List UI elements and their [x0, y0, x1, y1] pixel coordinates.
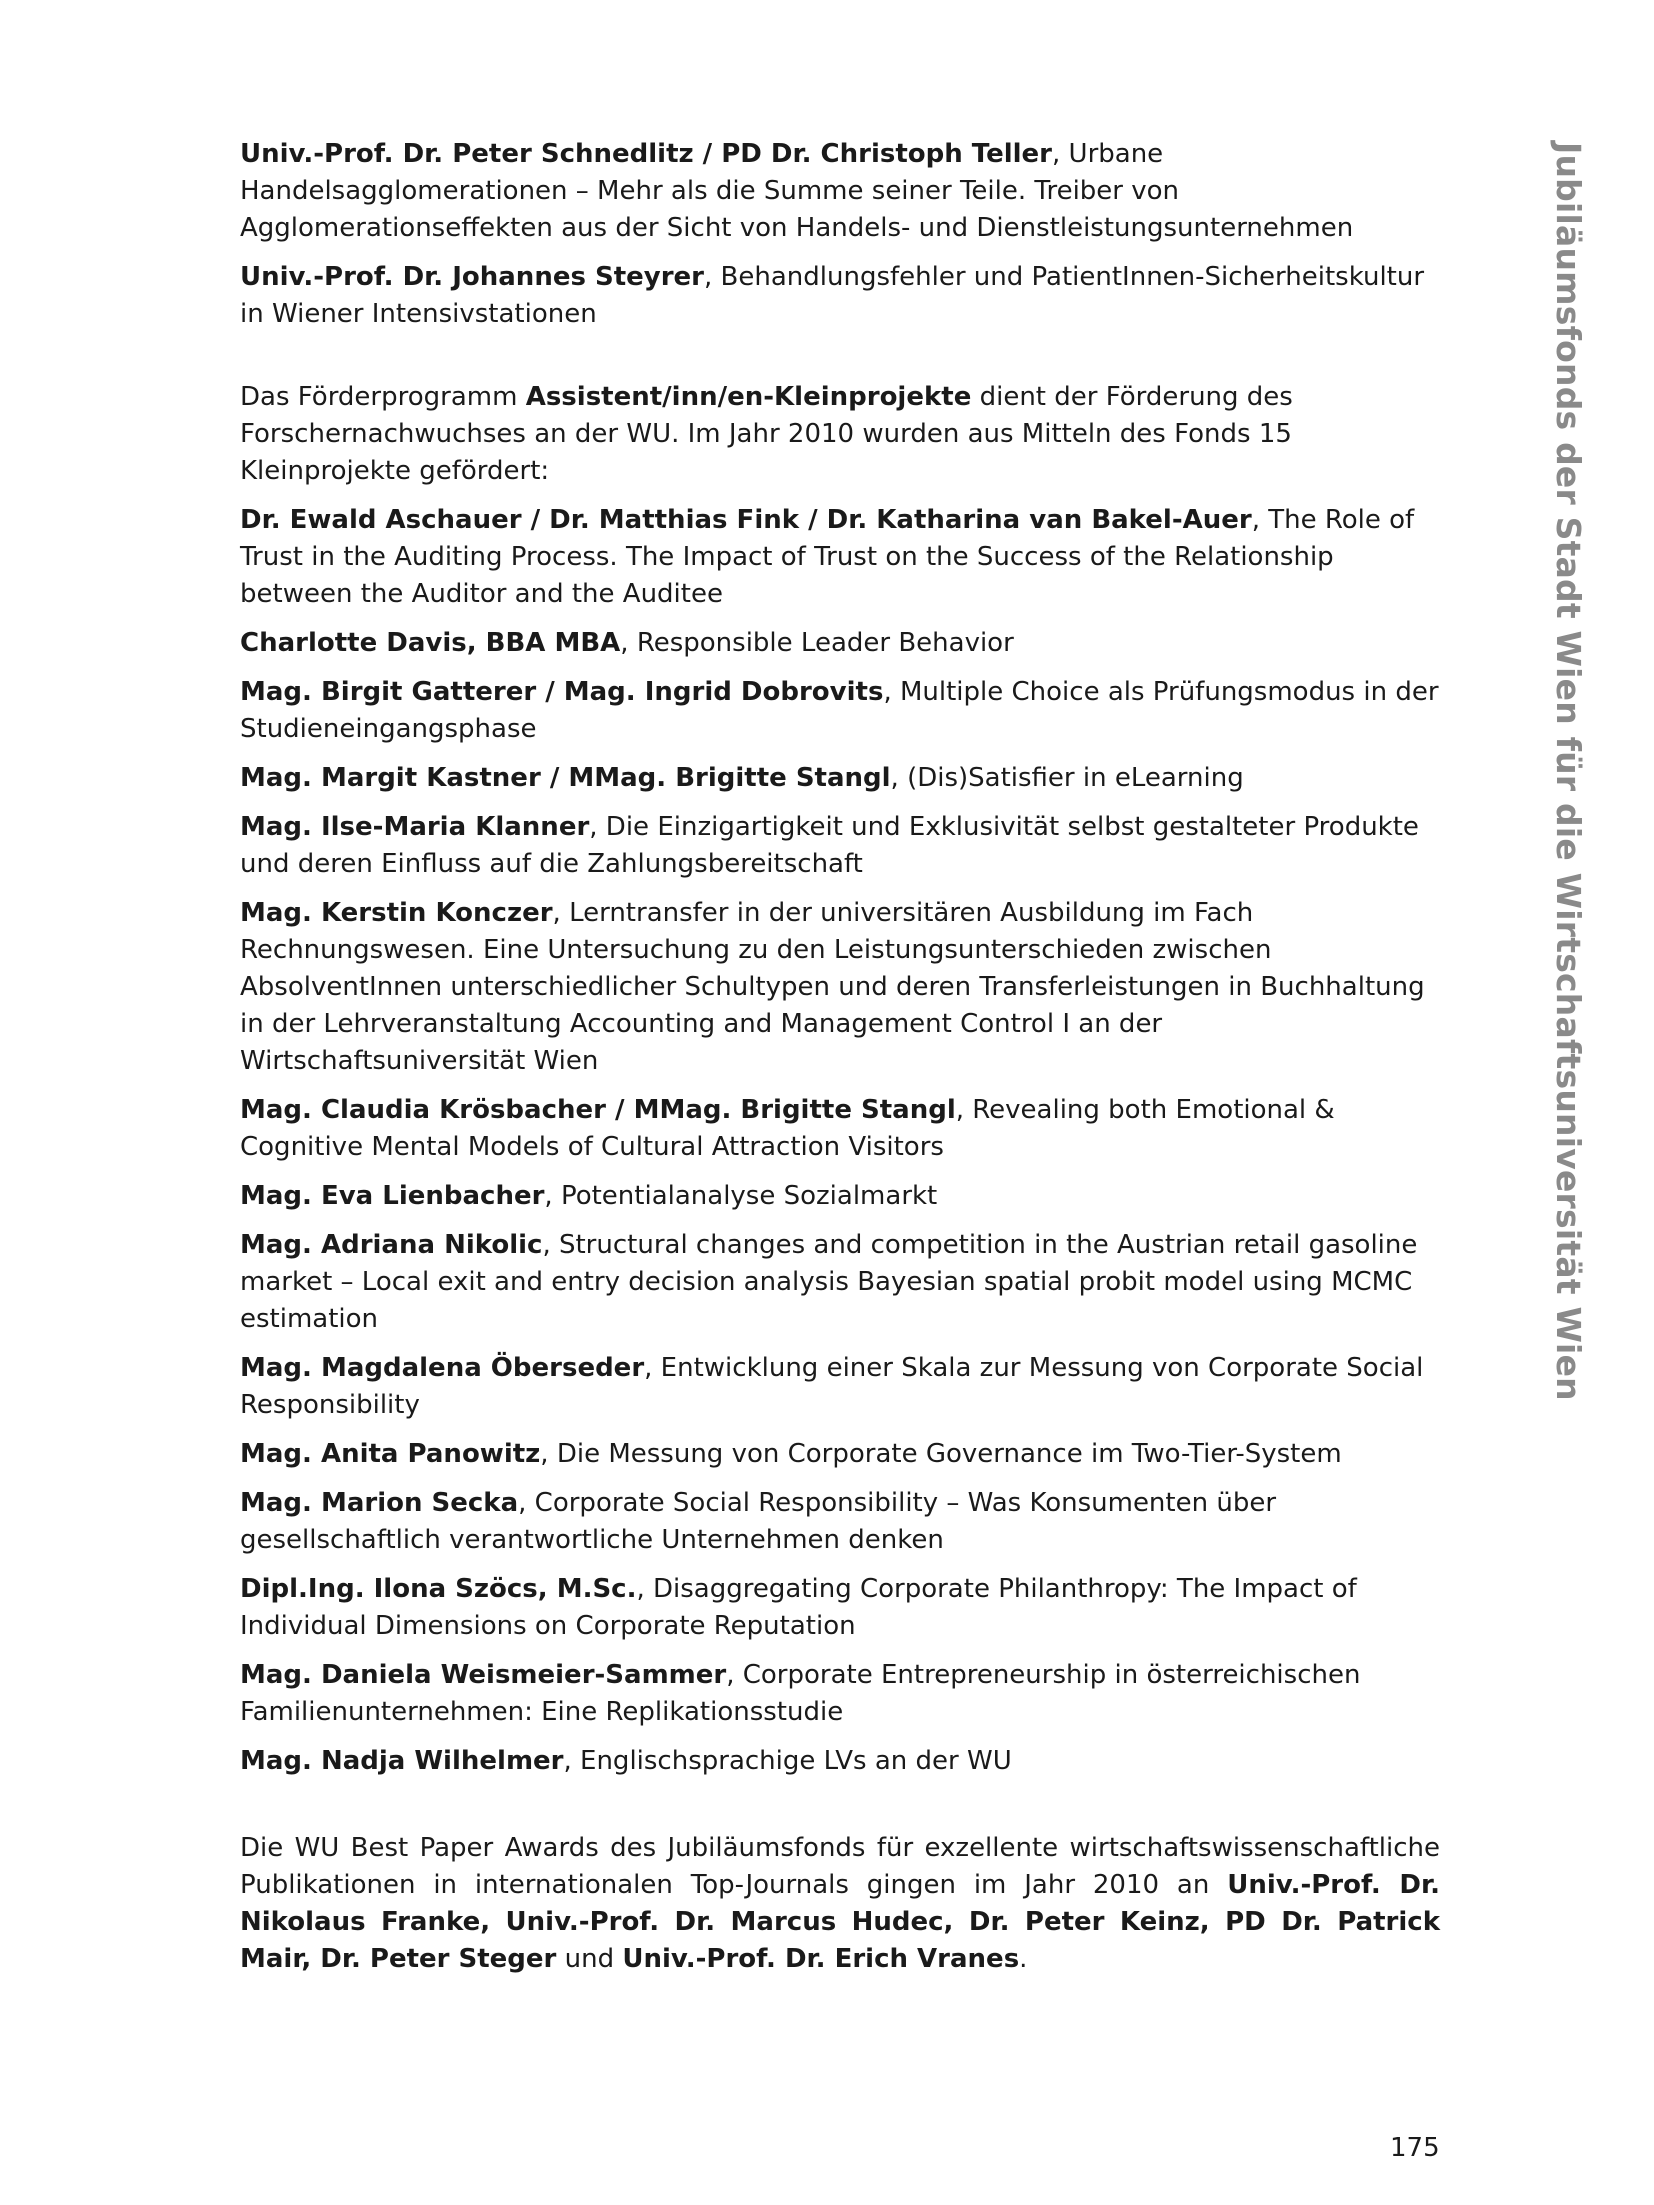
project-names: Mag. Kerstin Konczer: [240, 898, 553, 928]
project-title: , Disaggregating Corporate Philanthropy: The Impact of Individual Dimensions on Corporate Reputation: [240, 1574, 1357, 1641]
project-names: Mag. Adriana Nikolic: [240, 1230, 543, 1260]
project-names: Mag. Nadja Wilhelmer: [240, 1746, 564, 1776]
project-names: Mag. Eva Lienbacher: [240, 1181, 545, 1211]
project-names: Mag. Margit Kastner / MMag. Brigitte Stangl: [240, 763, 891, 793]
project-names: Charlotte Davis, BBA MBA: [240, 628, 621, 658]
project-entry: [240, 809, 1440, 883]
project-title: , (Dis)Satisfier in eLearning: [890, 763, 1244, 793]
project-entry: [240, 1350, 1440, 1424]
project-title: , Structural changes and competition in the Austrian retail gasoline market – Local exit and entry decision analysis Bayesian spatial probit model using MCMC estimation: [240, 1230, 1418, 1334]
project-entry: [240, 1436, 1440, 1473]
project-entry: [240, 1571, 1440, 1645]
project-names: Mag. Marion Secka: [240, 1488, 519, 1518]
program-name: Assistent/inn/en-Kleinprojekte: [525, 382, 972, 412]
entry-names: Univ.-Prof. Dr. Johannes Steyrer: [240, 262, 705, 292]
entry-title: , Behandlungsfehler und PatientInnen-Sicherheitskultur in Wiener Intensivstationen: [240, 262, 1425, 329]
awards-text: Die WU Best Paper Awards des Jubiläumsfonds für exzellente wirtschaftswissenschaftliche Publikationen in internationalen Top-Journals gingen im Jahr 2010 an: [240, 1833, 1440, 1900]
entry-names: Univ.-Prof. Dr. Peter Schnedlitz / PD Dr. Christoph Teller: [240, 139, 1053, 169]
project-entry: [240, 625, 1440, 662]
intro-after: dient der Förderung des Forschernachwuchses an der WU. Im Jahr 2010 wurden aus Mitteln des Fonds 15 Kleinprojekte gefördert:: [240, 382, 1293, 486]
project-entry: [240, 895, 1440, 1080]
project-names: Mag. Ilse-Maria Klanner: [240, 812, 590, 842]
awards-period: .: [1019, 1944, 1028, 1974]
project-names: Dr. Ewald Aschauer / Dr. Matthias Fink / Dr. Katharina van Bakel-Auer: [240, 505, 1252, 535]
project-title: , Corporate Entrepreneurship in österreichischen Familienunternehmen: Eine Replikationsstudie: [240, 1660, 1361, 1727]
project-entry: [240, 674, 1440, 748]
entry-title: , Urbane Handelsagglomerationen – Mehr als die Summe seiner Teile. Treiber von Agglomerationseffekten aus der Sicht von Handels- und Dienstleistungsunternehmen: [240, 139, 1354, 243]
project-entry: [240, 1178, 1440, 1215]
awards-winner-last: Univ.-Prof. Dr. Erich Vranes: [622, 1944, 1020, 1974]
project-title: , Lerntransfer in der universitären Ausbildung im Fach Rechnungswesen. Eine Untersuchung zu den Leistungsunterschieden zwischen AbsolventInnen unterschiedlicher Schultypen und deren Transferleistungen in Buchhaltung in der Lehrveranstaltung Accounting and Management Control I an der Wirtschaftsuniversität Wien: [240, 898, 1425, 1076]
project-entry: [240, 1657, 1440, 1731]
project-title: , Entwicklung einer Skala zur Messung von Corporate Social Responsibility: [240, 1353, 1424, 1420]
project-title: , The Role of Trust in the Auditing Process. The Impact of Trust on the Success of the Relationship between the Auditor and the Auditee: [240, 505, 1415, 609]
funded-entry: [240, 136, 1440, 247]
project-title: , Die Messung von Corporate Governance im Two-Tier-System: [540, 1439, 1342, 1469]
project-names: Mag. Birgit Gatterer / Mag. Ingrid Dobrovits: [240, 677, 884, 707]
awards-conjunction: und: [556, 1944, 623, 1974]
project-entry: [240, 1485, 1440, 1559]
project-names: Dipl.Ing. Ilona Szöcs, M.Sc.: [240, 1574, 637, 1604]
project-names: Mag. Claudia Krösbacher / MMag. Brigitte Stangl: [240, 1095, 956, 1125]
program-intro: [240, 379, 1440, 490]
project-entry: [240, 1227, 1440, 1338]
side-title-text: Jubiläumsfonds der Stadt Wien für die Wirtschaftsuniversität Wien: [1549, 142, 1588, 1401]
project-names: Mag. Daniela Weismeier-Sammer: [240, 1660, 727, 1690]
project-names: Mag. Anita Panowitz: [240, 1439, 541, 1469]
project-title: , Multiple Choice als Prüfungsmodus in der Studieneingangsphase: [240, 677, 1439, 744]
project-title: , Corporate Social Responsibility – Was Konsumenten über gesellschaftlich verantwortliche Unternehmen denken: [240, 1488, 1277, 1555]
page-content: [240, 136, 1440, 1978]
funded-entry: [240, 259, 1440, 333]
awards-winners: Univ.-Prof. Dr. Nikolaus Franke, Univ.-Prof. Dr. Marcus Hudec, Dr. Peter Keinz, PD Dr. Patrick Mair, Dr. Peter Steger: [240, 1870, 1440, 1974]
project-list: [240, 502, 1440, 1780]
project-entry: [240, 1743, 1440, 1780]
intro-before: Das Förderprogramm: [240, 382, 526, 412]
project-title: , Revealing both Emotional & Cognitive Mental Models of Cultural Attraction Visitors: [240, 1095, 1335, 1162]
project-names: Mag. Magdalena Öberseder: [240, 1353, 645, 1383]
page-number: 175: [1390, 2133, 1440, 2163]
project-entry: [240, 1092, 1440, 1166]
project-entry: [240, 502, 1440, 613]
awards-paragraph: [240, 1830, 1440, 1978]
project-title: , Potentialanalyse Sozialmarkt: [544, 1181, 938, 1211]
project-title: , Responsible Leader Behavior: [620, 628, 1014, 658]
project-title: , Die Einzigartigkeit und Exklusivität selbst gestalteter Produkte und deren Einfluss auf die Zahlungsbereitschaft: [240, 812, 1419, 879]
project-title: , Englischsprachige LVs an der WU: [563, 1746, 1012, 1776]
project-entry: [240, 760, 1440, 797]
